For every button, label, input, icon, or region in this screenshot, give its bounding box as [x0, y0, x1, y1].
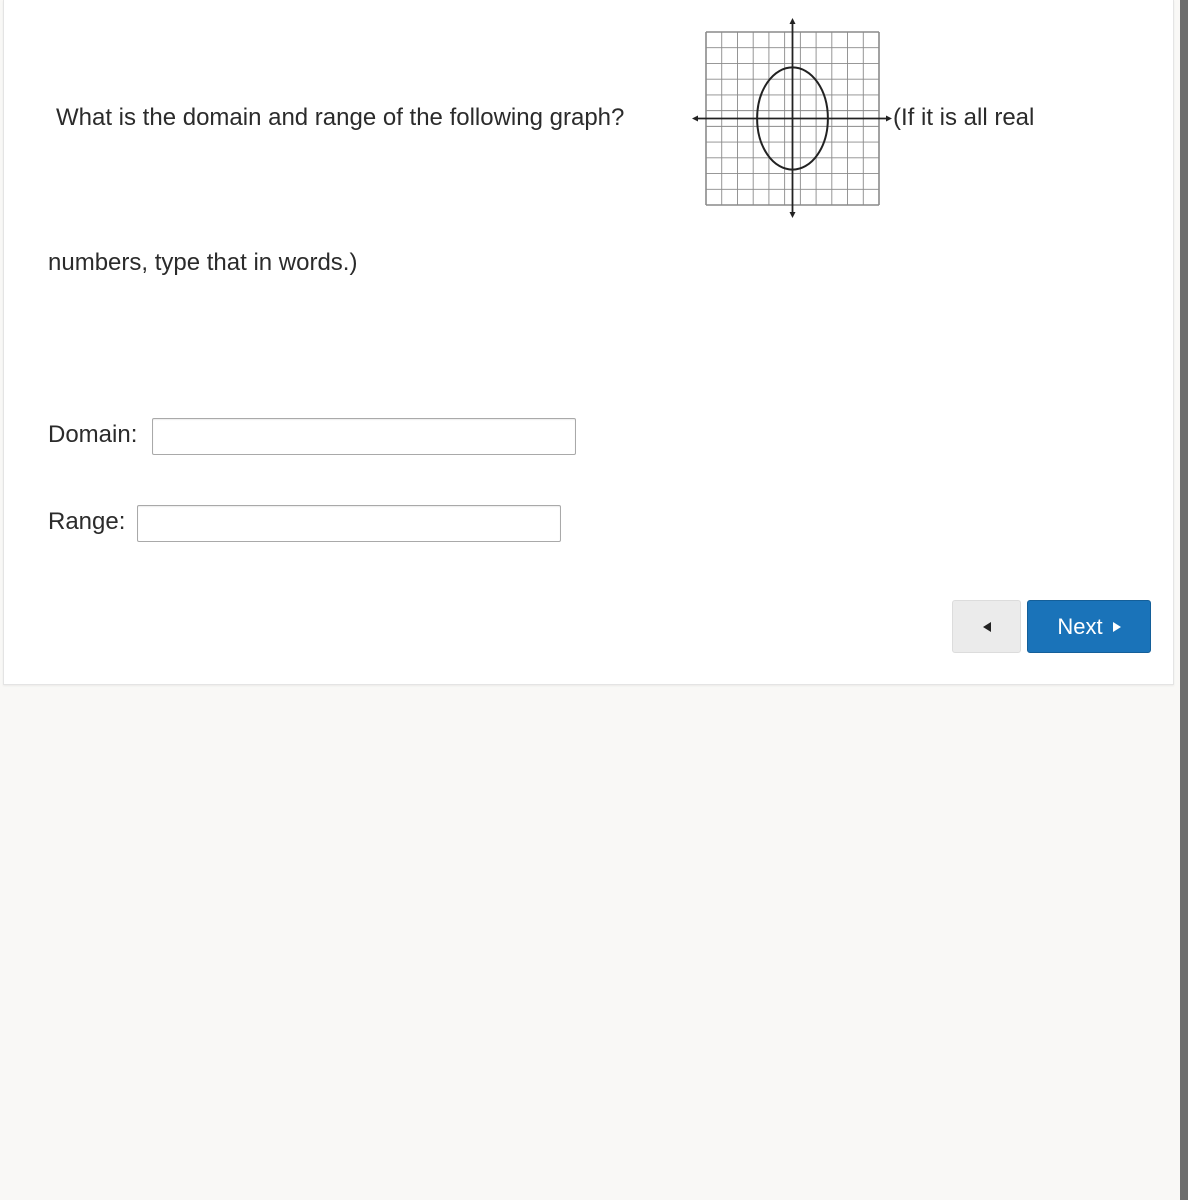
scrollbar[interactable]: [1180, 0, 1188, 1200]
previous-button[interactable]: [952, 600, 1021, 653]
question-card: [3, 0, 1174, 685]
question-text-middle: (If it is all real: [893, 104, 1035, 131]
x-axis-arrow-right: [886, 116, 892, 122]
domain-input[interactable]: [152, 418, 576, 455]
window-edge: [1188, 0, 1198, 1200]
question-text-start: What is the domain and range of the following graph?: [56, 104, 625, 131]
triangle-left-icon: [983, 622, 991, 632]
triangle-right-icon: [1113, 622, 1121, 632]
next-button-label: Next: [1057, 613, 1103, 639]
ellipse-graph: [692, 18, 892, 218]
y-axis-arrow-down: [790, 212, 796, 218]
question-text-end: numbers, type that in words.): [48, 249, 358, 276]
range-label: Range:: [48, 508, 126, 535]
range-input[interactable]: [137, 505, 561, 542]
domain-label: Domain:: [48, 421, 138, 448]
x-axis-arrow-left: [692, 116, 698, 122]
y-axis-arrow-up: [790, 18, 796, 24]
next-button[interactable]: [1027, 600, 1151, 653]
